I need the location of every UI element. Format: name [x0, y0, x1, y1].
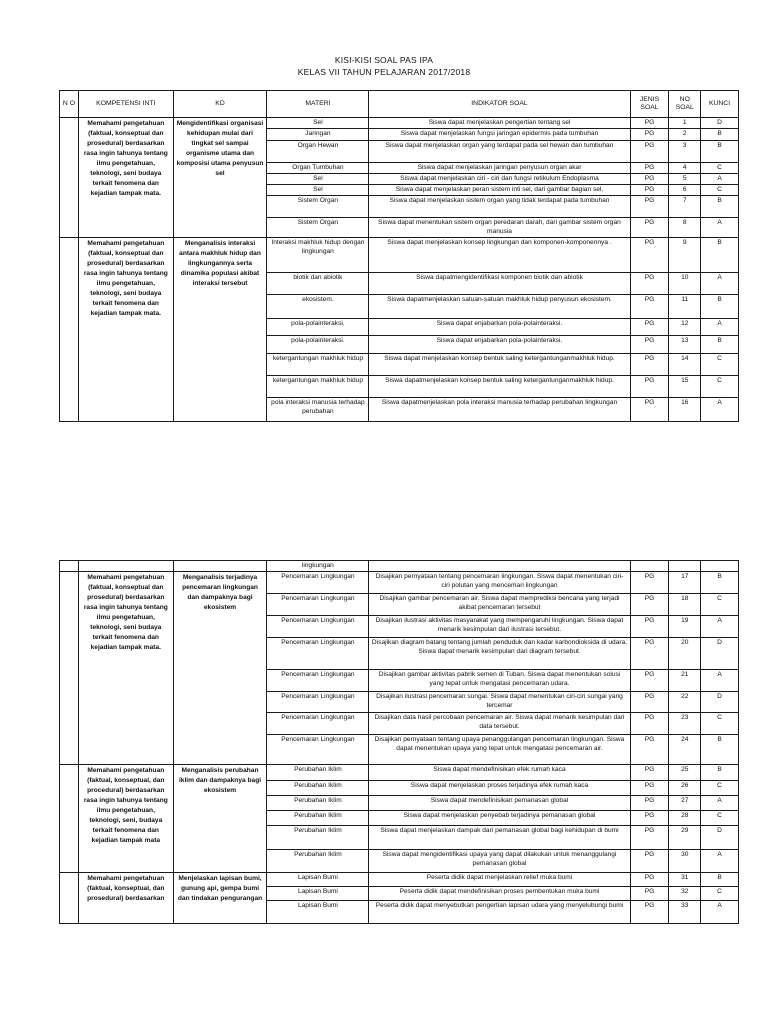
kunci-cell: C [701, 781, 739, 796]
materi-cell: Lapisan Bumi [267, 873, 369, 887]
materi-cell: Sel [267, 173, 369, 184]
kunci-cell: C [701, 594, 739, 616]
indikator-cell: Siswa dapatmenjelaskan konsep bentuk saling ketergantunganmakhluk hidup. [369, 376, 630, 398]
page-break [0, 440, 768, 550]
materi-cell: Organ Tumbuhan [267, 162, 369, 173]
materi-cell: Sel [267, 118, 369, 129]
kunci-cell: C [701, 713, 739, 735]
indikator-cell: Disajikan pernyataan tentang pencemaran lingkungan. Siswa dapat menentukan ciri-ciri polutan yang mencemari lingkungan [369, 572, 630, 594]
materi-cell: Perubahan Iklim [267, 826, 369, 850]
kunci-cell: B [701, 238, 739, 273]
indikator-cell: Peserta didik dapat menjelaskan relief muka bumi [369, 873, 630, 887]
kd-cell: Menganalisis terjadinya pencemaran lingkungan dan dampaknya bagi ekosistem [173, 572, 267, 765]
no-soal-cell: 22 [669, 692, 701, 713]
row-number-cell [60, 572, 79, 765]
kunci-cell: A [701, 796, 739, 811]
table-row [60, 765, 739, 781]
indikator-cell: Siswa dapatmenjelaskan satuan-satuan makhluk hidup penyusun ekosistem. [369, 295, 630, 319]
materi-cell: Pencemaran Lingkungan [267, 692, 369, 713]
indikator-cell: Siswa dapat menjelaskan ciri - ciri dan fungsi retikulum Endoplasma [369, 173, 630, 184]
no-soal-cell: 23 [669, 713, 701, 735]
indikator-cell: Peserta didik dapat mendefinisikan proses pembentukan muka bumi [369, 887, 630, 901]
kompetensi-inti-cell: Memahami pengetahuan (faktual, konseptual dan prosedural) berdasarkan rasa ingin tahunya tentang ilmu pengetahuan, teknologi, seni budaya terkait fenomena dan kejadian tampak mata. [78, 118, 173, 238]
jenis-soal-cell: PG [630, 398, 669, 422]
jenis-soal-cell: PG [630, 196, 669, 218]
indikator-cell: Siswa dapat menjelaskan organ yang terdapat pada sel hewan dan tumbuhan [369, 140, 630, 162]
indikator-cell: Siswa dapat menjelaskan sistem organ yang tidak terdapat pada tumbuhan [369, 196, 630, 218]
no-soal-cell: 7 [669, 196, 701, 218]
materi-cell: pola-polainteraksi. [267, 336, 369, 354]
kunci-cell: A [701, 616, 739, 638]
materi-cell: Perubahan Iklim [267, 850, 369, 873]
materi-cell: Sistem Organ [267, 196, 369, 218]
materi-cell: Pencemaran Lingkungan [267, 735, 369, 765]
materi-cell: Pencemaran Lingkungan [267, 638, 369, 670]
kunci-cell: D [701, 826, 739, 850]
kunci-cell: C [701, 887, 739, 901]
header-no-soal: NO SOAL [669, 91, 701, 118]
indikator-cell: Siswa dapat menjelaskan konsep lingkungan dan komponen-komponennya . [369, 238, 630, 273]
continuation-kunci [701, 561, 739, 572]
no-soal-cell: 32 [669, 887, 701, 901]
page-1-body [60, 118, 739, 422]
continuation-no [60, 561, 79, 572]
indikator-cell: Siswa dapat mendefinisikan pemanasan global [369, 796, 630, 811]
kunci-cell: A [701, 398, 739, 422]
indikator-cell: Siswa dapat menjelaskan penyebab terjadinya pemanasan global [369, 811, 630, 826]
materi-cell: ekosistem. [267, 295, 369, 319]
jenis-soal-cell: PG [630, 735, 669, 765]
jenis-soal-cell: PG [630, 319, 669, 336]
indikator-cell: Disajikan ilustrasi aktivitas masyarakat yang mempengaruhi lingkungan. Siswa dapat menarik kesimpulan dari ilustrasi tersebut. [369, 616, 630, 638]
jenis-soal-cell: PG [630, 887, 669, 901]
kunci-cell: B [701, 873, 739, 887]
kompetensi-inti-cell: Memahami pengetahuan (faktual, konseptual, dan prosedural) berdasarkan [78, 873, 173, 924]
kunci-cell: D [701, 118, 739, 129]
row-number-cell [60, 765, 79, 873]
jenis-soal-cell: PG [630, 295, 669, 319]
jenis-soal-cell: PG [630, 173, 669, 184]
indikator-cell: Disajikan gambar aktivitas pabrik semen di Tuban. Siswa dapat menentukan solusi yang tepat untuk mengatasi pencemaran udara. [369, 670, 630, 692]
no-soal-cell: 10 [669, 273, 701, 295]
no-soal-cell: 30 [669, 850, 701, 873]
indikator-cell: Siswa dapat menjelaskan dampak dari pemanasan global bagi kehidupan di bumi [369, 826, 630, 850]
indikator-cell: Siswa dapat menjelaskan proses terjadinya efek rumah kaca [369, 781, 630, 796]
materi-cell: Pencemaran Lingkungan [267, 594, 369, 616]
jenis-soal-cell: PG [630, 826, 669, 850]
indikator-cell: Disajikan diagram batang tentang jumlah penduduk dan kadar karbondioksida di udara. Siswa dapat menarik kesimpulan dari diagram tersebut. [369, 638, 630, 670]
header-kunci: KUNCI [701, 91, 739, 118]
indikator-cell: Siswa dapat menjelaskan fungsi jaringan epidermis pada tumbuhan [369, 129, 630, 140]
no-soal-cell: 29 [669, 826, 701, 850]
kunci-cell: C [701, 354, 739, 376]
jenis-soal-cell: PG [630, 162, 669, 173]
materi-cell: Lapisan Bumi [267, 901, 369, 924]
no-soal-cell: 21 [669, 670, 701, 692]
no-soal-cell: 5 [669, 173, 701, 184]
jenis-soal-cell: PG [630, 670, 669, 692]
jenis-soal-cell: PG [630, 354, 669, 376]
kisi-kisi-table-page-1 [59, 90, 739, 422]
indikator-cell: Disajikan gambar pencemaran air. Siswa dapat memprediksi bencana yang terjadi akibat pencemaran tersebut [369, 594, 630, 616]
kunci-cell: A [701, 901, 739, 924]
no-soal-cell: 4 [669, 162, 701, 173]
jenis-soal-cell: PG [630, 713, 669, 735]
table-row [60, 572, 739, 594]
jenis-soal-cell: PG [630, 572, 669, 594]
jenis-soal-cell: PG [630, 796, 669, 811]
no-soal-cell: 8 [669, 218, 701, 238]
indikator-cell: Siswa dapat menentukan sistem organ peredaran darah, dari gambar sistem organ manusia [369, 218, 630, 238]
kompetensi-inti-cell: Memahami pengetahuan (faktual, konseptual, dan procedural) berdasarkan rasa ingin tahunya tentang ilmu pengetahuan, teknologi, seni, budaya terkait fenomena dan kejadian tampak mata [78, 765, 173, 873]
no-soal-cell: 19 [669, 616, 701, 638]
kunci-cell: A [701, 173, 739, 184]
table-row [60, 118, 739, 129]
materi-cell: ketergantungan makhluk hidup [267, 354, 369, 376]
materi-cell: Pencemaran Lingkungan [267, 670, 369, 692]
kunci-cell: B [701, 572, 739, 594]
no-soal-cell: 31 [669, 873, 701, 887]
kunci-cell: A [701, 670, 739, 692]
kunci-cell: A [701, 850, 739, 873]
materi-cell: Pencemaran Lingkungan [267, 713, 369, 735]
kd-cell: Menganalisis interaksi antara makhluk hidup dan lingkungannya serta dinamika populasi akibat interaksi tersebut [173, 238, 267, 422]
indikator-cell: Siswa dapat mengidentifikasi upaya yang dapat dilakukan untuk menanggulangi pemanasan global [369, 850, 630, 873]
materi-cell: pola-polainteraksi. [267, 319, 369, 336]
indikator-cell: Siswa dapat menjelaskan pengertian tentang sel [369, 118, 630, 129]
jenis-soal-cell: PG [630, 336, 669, 354]
indikator-cell: Siswa dapatmengidentifikasi komponen biotik dan abiotik [369, 273, 630, 295]
indikator-cell: Peserta didik dapat menyebutkan pengertian lapisan udara yang menyelubungi bumi [369, 901, 630, 924]
indikator-cell: Siswa dapatmenjelaskan pola interaksi manusia terhadap perubahan lingkungan [369, 398, 630, 422]
jenis-soal-cell: PG [630, 638, 669, 670]
kunci-cell: B [701, 196, 739, 218]
no-soal-cell: 25 [669, 765, 701, 781]
jenis-soal-cell: PG [630, 273, 669, 295]
no-soal-cell: 3 [669, 140, 701, 162]
no-soal-cell: 9 [669, 238, 701, 273]
no-soal-cell: 16 [669, 398, 701, 422]
no-soal-cell: 15 [669, 376, 701, 398]
indikator-cell: Siswa dapat menjelaskan konsep bentuk saling ketergantunganmakhluk hidup. [369, 354, 630, 376]
jenis-soal-cell: PG [630, 238, 669, 273]
kompetensi-inti-cell: Memahami pengetahuan (faktual, konseptual dan prosedural) berdasarkan rasa ingin tahunya tentang ilmu pengetahuan, teknologi, seni budaya terkait fenomena dan kejadian tampak mata. [78, 238, 173, 422]
materi-cell: pola interaksi manusia terhadap perubahan [267, 398, 369, 422]
kunci-cell: B [701, 129, 739, 140]
title-line-1: KISI-KISI SOAL PAS IPA [334, 55, 434, 65]
table-row [60, 873, 739, 887]
header-indikator-soal: INDIKATOR SOAL [369, 91, 630, 118]
indikator-cell: Siswa dapat enjabarkan pola-polainteraksi. [369, 336, 630, 354]
materi-cell: Perubahan Iklim [267, 811, 369, 826]
kunci-cell: B [701, 140, 739, 162]
jenis-soal-cell: PG [630, 781, 669, 796]
materi-cell: biotik dan abiotik [267, 273, 369, 295]
table-row [60, 238, 739, 273]
jenis-soal-cell: PG [630, 185, 669, 196]
no-soal-cell: 33 [669, 901, 701, 924]
indikator-cell: Siswa dapat menjelaskan peran sistem inti sel, dari gambar bagian sel. [369, 185, 630, 196]
materi-cell: Lapisan Bumi [267, 887, 369, 901]
header-materi: MATERI [267, 91, 369, 118]
kunci-cell: C [701, 811, 739, 826]
title-line-2: KELAS VII TAHUN PELAJARAN 2017/2018 [297, 67, 471, 77]
kunci-cell: C [701, 185, 739, 196]
no-soal-cell: 2 [669, 129, 701, 140]
indikator-cell: Disajikan data hasil percobaan pencemaran air. Siswa dapat menarik kesimpulan dari data tersebut. [369, 713, 630, 735]
no-soal-cell: 27 [669, 796, 701, 811]
header-kd: KD [173, 91, 267, 118]
continuation-jenis [630, 561, 669, 572]
kd-cell: Menjelaskan lapisan bumi, gunung api, gempa bumi dan tindakan pengurangan [173, 873, 267, 924]
kunci-cell: C [701, 162, 739, 173]
kunci-cell: C [701, 376, 739, 398]
jenis-soal-cell: PG [630, 118, 669, 129]
jenis-soal-cell: PG [630, 140, 669, 162]
kunci-cell: A [701, 319, 739, 336]
no-soal-cell: 11 [669, 295, 701, 319]
jenis-soal-cell: PG [630, 594, 669, 616]
row-number-cell [60, 873, 79, 924]
materi-cell: Sistem Organ [267, 218, 369, 238]
materi-cell: Perubahan Iklim [267, 765, 369, 781]
kd-cell: Mengidentifikasi organisasi kehidupan mulai dari tingkat sel sampai organisme utama dan komposisi utama penyusun sel [173, 118, 267, 238]
row-number-cell [60, 238, 79, 422]
kunci-cell: A [701, 273, 739, 295]
materi-cell: Perubahan Iklim [267, 781, 369, 796]
materi-cell: Organ Hewan [267, 140, 369, 162]
continuation-row [60, 561, 739, 572]
kd-cell: Menganalisis perubahan iklim dan dampaknya bagi ekosistem [173, 765, 267, 873]
row-number-cell [60, 118, 79, 238]
materi-cell: Pencemaran Lingkungan [267, 616, 369, 638]
materi-cell: Perubahan Iklim [267, 796, 369, 811]
jenis-soal-cell: PG [630, 129, 669, 140]
kunci-cell: D [701, 692, 739, 713]
no-soal-cell: 1 [669, 118, 701, 129]
indikator-cell: Siswa dapat mendefinisikan efek rumah kaca [369, 765, 630, 781]
jenis-soal-cell: PG [630, 218, 669, 238]
kompetensi-inti-cell: Memahami pengetahuan (faktual, konseptual dan prosedural) berdasarkan rasa ingin tahunya tentang ilmu pengetahuan, teknologi, seni budaya terkait fenomena dan kejadian tampak mata. [78, 572, 173, 765]
indikator-cell: Disajikan ilustrasi pencemaran sungai. Siswa dapat menentukan ciri-ciri sungai yang tercemar [369, 692, 630, 713]
kunci-cell: B [701, 336, 739, 354]
materi-cell: Sel [267, 185, 369, 196]
no-soal-cell: 12 [669, 319, 701, 336]
no-soal-cell: 26 [669, 781, 701, 796]
jenis-soal-cell: PG [630, 376, 669, 398]
materi-cell: Jaringan [267, 129, 369, 140]
header-kompetensi-inti: KOMPETENSI INTI [78, 91, 173, 118]
no-soal-cell: 24 [669, 735, 701, 765]
kunci-cell: B [701, 295, 739, 319]
kunci-cell: B [701, 735, 739, 765]
table-header-row [60, 91, 739, 118]
continuation-nosoal [669, 561, 701, 572]
jenis-soal-cell: PG [630, 850, 669, 873]
materi-cell: Pencemaran Lingkungan [267, 572, 369, 594]
kisi-kisi-table-page-2 [59, 560, 739, 924]
document-title [0, 54, 768, 78]
indikator-cell: Siswa dapat menjelaskan jaringan penyusun organ akar [369, 162, 630, 173]
indikator-cell: Disajikan pernyataan tentang upaya penanggulangan pencemaran lingkungan. Siswa dapat menentukan upaya yang tepat untuk mengatasi pencemaran air. [369, 735, 630, 765]
continuation-materi: lingkungan [267, 561, 369, 572]
continuation-ki [78, 561, 173, 572]
no-soal-cell: 17 [669, 572, 701, 594]
materi-cell: Interaksi makhluk hidup dengan lingkungan [267, 238, 369, 273]
jenis-soal-cell: PG [630, 811, 669, 826]
jenis-soal-cell: PG [630, 692, 669, 713]
header-jenis-soal: JENIS SOAL [630, 91, 669, 118]
kunci-cell: D [701, 638, 739, 670]
continuation-indikator [369, 561, 630, 572]
jenis-soal-cell: PG [630, 873, 669, 887]
kunci-cell: B [701, 765, 739, 781]
jenis-soal-cell: PG [630, 765, 669, 781]
no-soal-cell: 18 [669, 594, 701, 616]
no-soal-cell: 20 [669, 638, 701, 670]
no-soal-cell: 13 [669, 336, 701, 354]
no-soal-cell: 14 [669, 354, 701, 376]
continuation-kd [173, 561, 267, 572]
indikator-cell: Siswa dapat enjabarkan pola-polainteraksi. [369, 319, 630, 336]
kunci-cell: A [701, 218, 739, 238]
header-no: N O [60, 91, 79, 118]
no-soal-cell: 28 [669, 811, 701, 826]
page-2-body [60, 561, 739, 924]
materi-cell: ketergantungan makhluk hidup [267, 376, 369, 398]
no-soal-cell: 6 [669, 185, 701, 196]
jenis-soal-cell: PG [630, 901, 669, 924]
jenis-soal-cell: PG [630, 616, 669, 638]
